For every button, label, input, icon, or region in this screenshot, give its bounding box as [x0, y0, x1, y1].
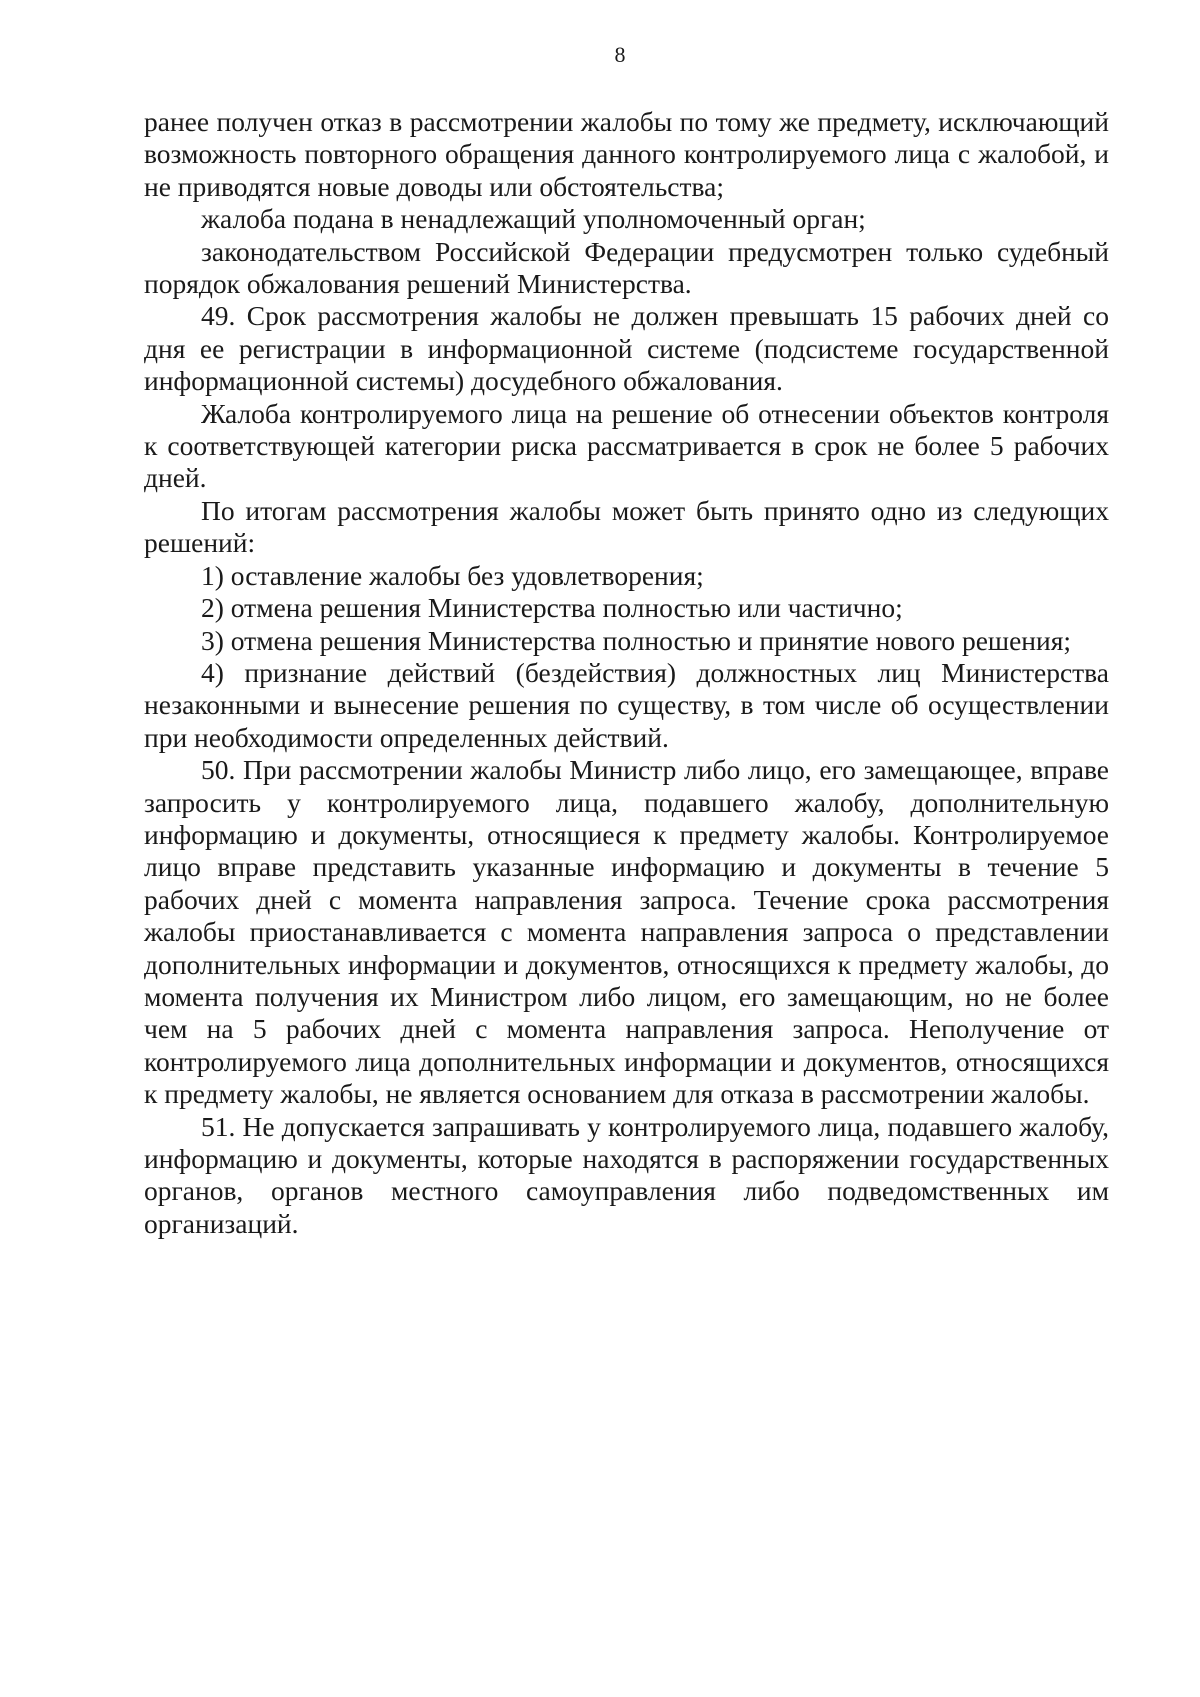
list-item-3: 3) отмена решения Министерства полностью и принятие нового решения; — [201, 624, 1072, 656]
paragraph-decisions-intro: По итогам рассмотрения жалобы может быть принято одно из следующих решений: — [144, 494, 1109, 559]
paragraph-judicial-only: законодательством Российской Федерации предусмотрен только судебный порядок обжалования решений Министерства. — [144, 235, 1109, 300]
paragraph-50: 50. При рассмотрении жалобы Министр либо лицо, его замещающее, вправе запросить у контролируемого лица, подавшего жалобу, дополнительную информацию и документы, относящиеся к предмету жалобы. Контролируемое лицо вправе представить указанные информацию и документы в течение 5 рабочих дней с момента направления запроса. Течение срока рассмотрения жалобы приостанавливается с момента направления запроса о представлении дополнительных информации и документов, относящихся к предмету жалобы, до момента получения их Министром либо лицом, его замещающим, но не более чем на 5 рабочих дней с момента направления запроса. Неполучение от контролируемого лица дополнительных информации и документов, относящихся к предмету жалобы, не является основанием для отказа в рассмотрении жалобы. — [144, 754, 1109, 1110]
paragraph-51: 51. Не допускается запрашивать у контролируемого лица, подавшего жалобу, информацию и документы, которые находятся в распоряжении государственных органов, органов местного самоуправления либо подведомственных им организаций. — [144, 1110, 1109, 1239]
list-item-1: 1) оставление жалобы без удовлетворения; — [201, 559, 704, 591]
paragraph-continuation: ранее получен отказ в рассмотрении жалобы по тому же предмету, исключающий возможность повторного обращения данного контролируемого лица с жалобой, и не приводятся новые доводы или обстоятельства; — [144, 106, 1109, 202]
list-item-2: 2) отмена решения Министерства полностью или частично; — [201, 592, 903, 624]
paragraph-risk-category: Жалоба контролируемого лица на решение об отнесении объектов контроля к соответствующей категории риска рассматривается в срок не более 5 рабочих дней. — [144, 397, 1109, 494]
list-item-4: 4) признание действий (бездействия) должностных лиц Министерства незаконными и вынесение решения по существу, в том числе об осуществлении при необходимости определенных действий. — [144, 656, 1109, 753]
page-number: 8 — [614, 42, 626, 67]
paragraph-49: 49. Срок рассмотрения жалобы не должен превышать 15 рабочих дней со дня ее регистрации в информационной системе (подсистеме государственной информационной системы) досудебного обжалования. — [144, 300, 1109, 397]
document-body — [144, 106, 1109, 1240]
paragraph-wrong-authority: жалоба подана в ненадлежащий уполномоченный орган; — [201, 203, 866, 235]
